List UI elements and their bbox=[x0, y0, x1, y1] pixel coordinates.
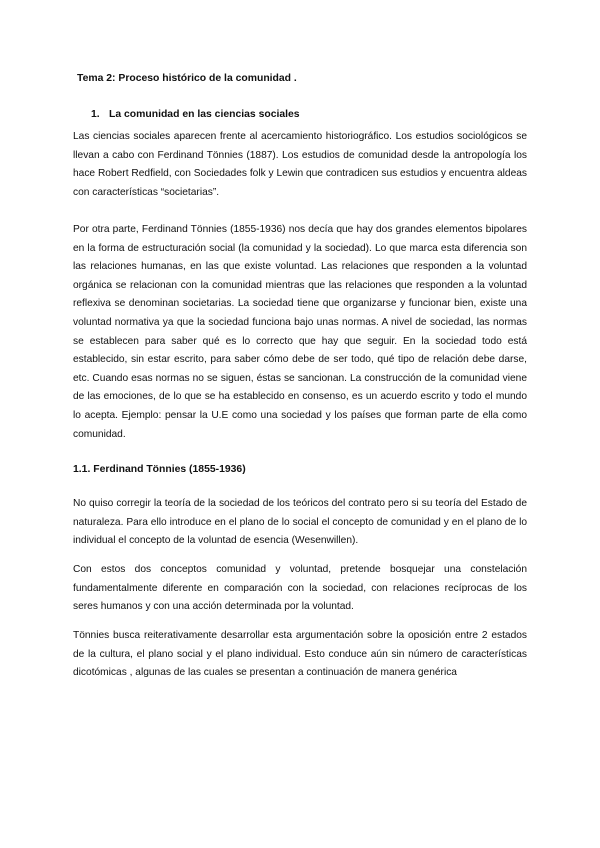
paragraph-intro-2: Por otra parte, Ferdinand Tönnies (1855-1936) nos decía que hay dos grandes elementos bipolares en la forma de estructuración social (la comunidad y la sociedad). Lo que marca esta diferencia son las relaciones humanas, en las que existe voluntad. Las relaciones que responden a la voluntad orgánica se relacionan con la comunidad mientras que las relaciones que responden a la voluntad reflexiva se denominan societarias. La sociedad tiene que organizarse y funcionar bien, existe una voluntad normativa ya que la sociedad funciona bajo unas normas. A nivel de sociedad, las normas se establecen para saber qué es lo correcto que hay que seguir. En la sociedad todo está establecido, sin estar escrito, para saber cómo debe de ser todo, qué tipo de relación debe darse, etc. Cuando esas normas no se siguen, éstas se sancionan. La construcción de la comunidad viene de las emociones, de lo que se ha establecido en consenso, es un acuerdo escrito y todo el mundo lo acepta. Ejemplo: pensar la U.E como una sociedad y los países que forman parte de ella como comunidad. bbox=[73, 224, 527, 440]
paragraph-sub-1: No quiso corregir la teoría de la sociedad de los teóricos del contrato pero si su teoría del Estado de naturaleza. Para ello introduce en el plano de lo social el concepto de comunidad y en el plano de lo individual el concepto de la voluntad de esencia (Wesenwillen). bbox=[73, 498, 527, 547]
paragraph-intro-1: Las ciencias sociales aparecen frente al acercamiento historiográfico. Los estudios sociológicos se llevan a cabo con Ferdinand Tönnies (1887). Los estudios de comunidad desde la antropología los hace Robert Redfield, con Sociedades folk y Lewin que contradicen sus estudios y encuentra aldeas con características “societarias”. bbox=[73, 131, 527, 198]
paragraph-sub-3: Tönnies busca reiterativamente desarrollar esta argumentación sobre la oposición entre 2 estados de la cultura, el plano social y el plano individual. Esto conduce aún sin número de características dicotómicas , algunas de las cuales se presentan a continuación de manera genérica bbox=[73, 630, 527, 679]
subsection-heading: 1.1. Ferdinand Tönnies (1855-1936) bbox=[73, 464, 246, 475]
page-title: Tema 2: Proceso histórico de la comunidad . bbox=[77, 73, 297, 84]
section-heading: La comunidad en las ciencias sociales bbox=[109, 109, 300, 120]
section-number: 1. bbox=[91, 109, 100, 120]
paragraph-sub-2: Con estos dos conceptos comunidad y voluntad, pretende bosquejar una constelación fundamentalmente diferente en comparación con la sociedad, con relaciones recíprocas de los seres humanos y con una acción determinada por la voluntad. bbox=[73, 564, 527, 613]
